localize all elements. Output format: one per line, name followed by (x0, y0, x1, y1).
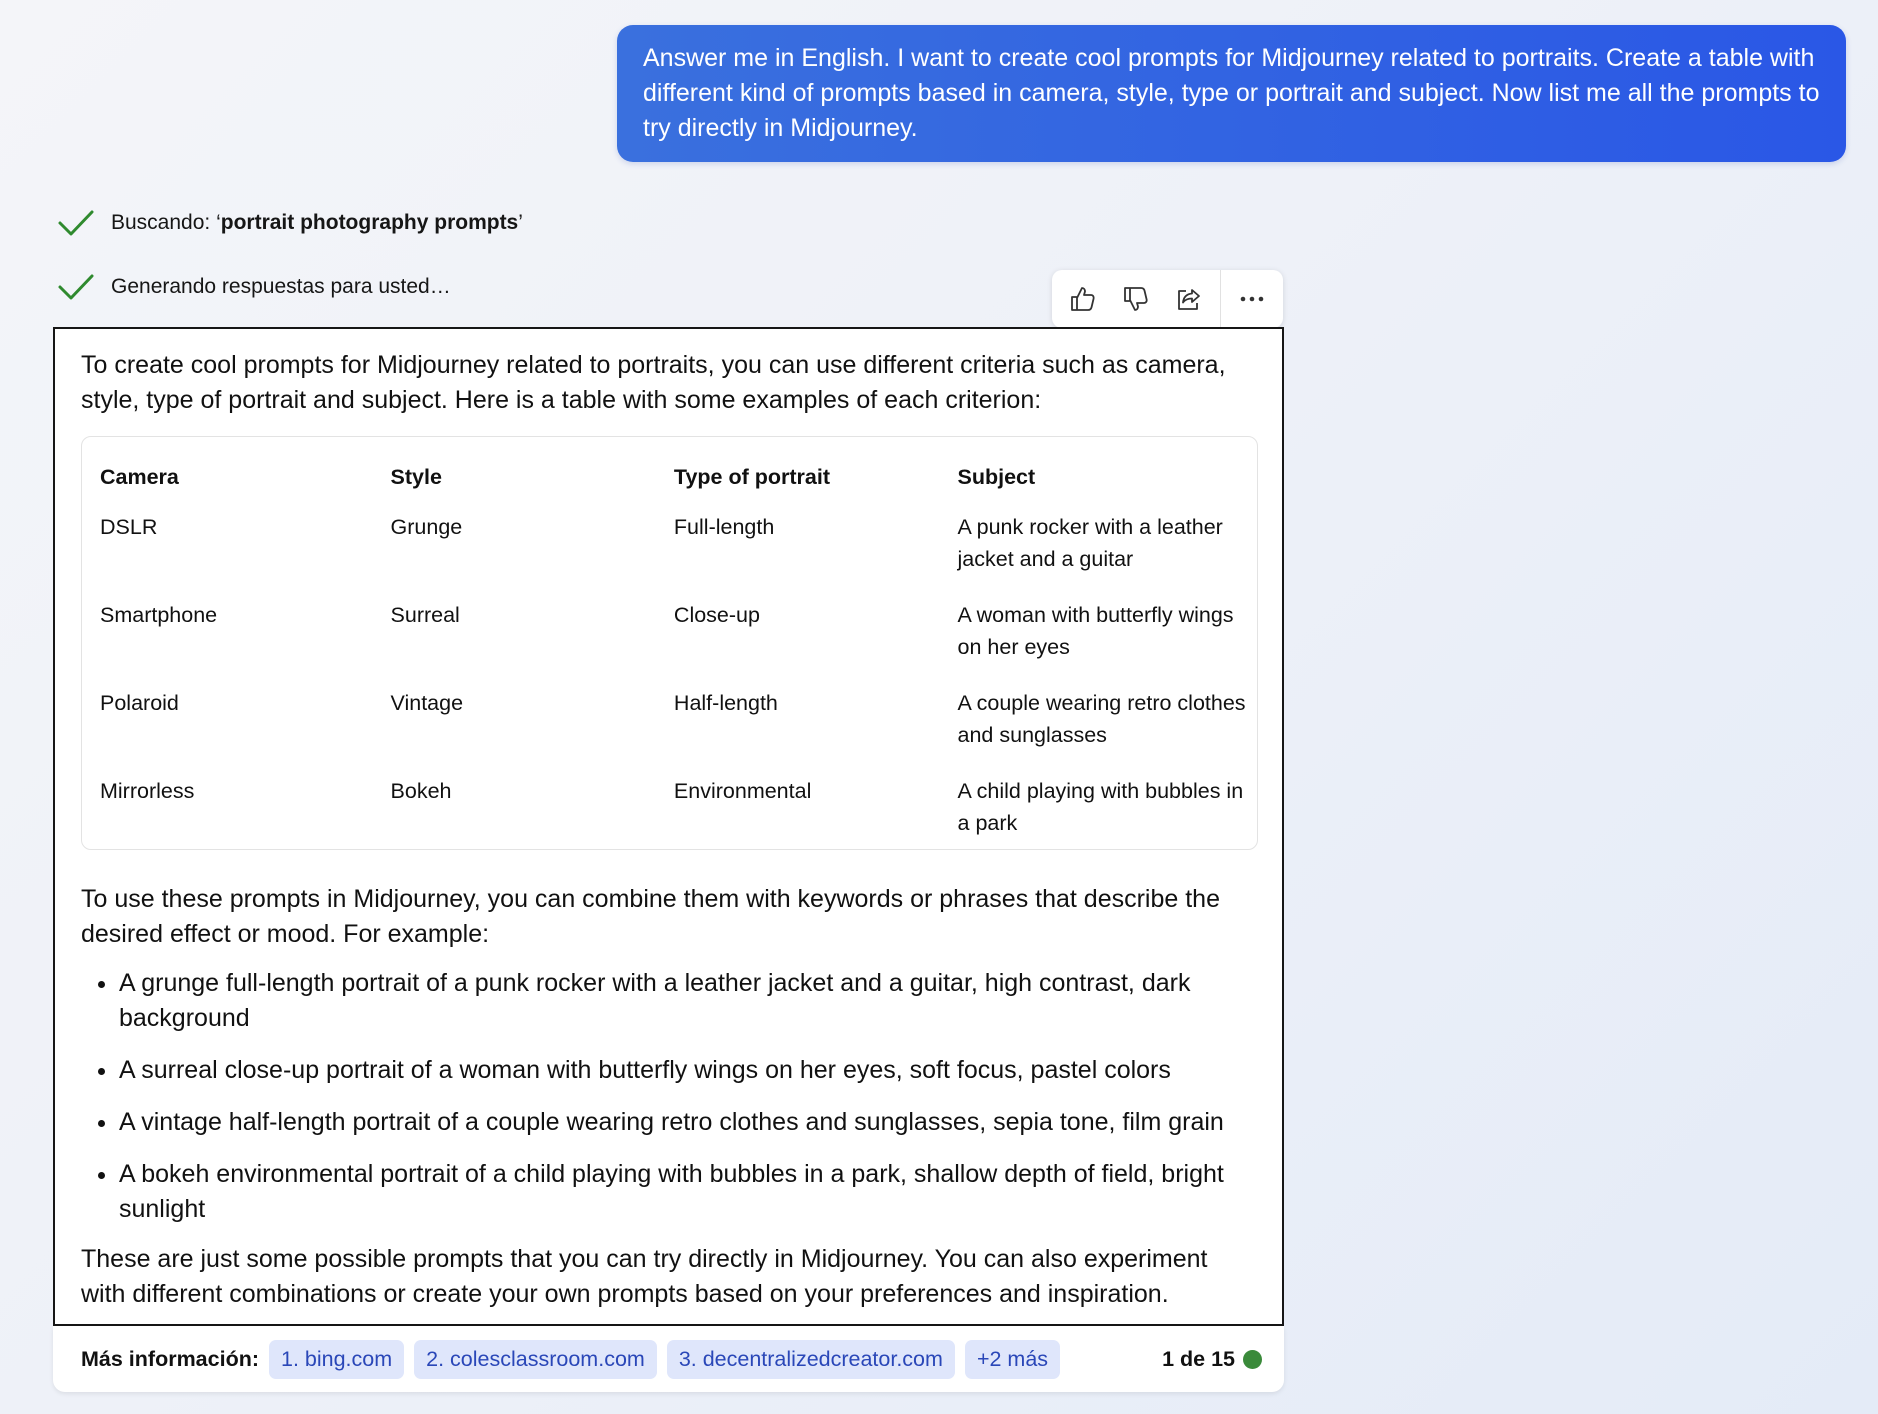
thumbs-down-icon (1121, 284, 1151, 314)
prompt-table (81, 436, 1258, 850)
prompt-list (81, 966, 1258, 1227)
thumbs-up-icon (1068, 284, 1098, 314)
share-button[interactable] (1167, 277, 1211, 321)
message-actions-toolbar (1052, 270, 1283, 328)
table-cell: DSLR (100, 515, 158, 539)
answer-card (53, 327, 1284, 1326)
source-link-3[interactable]: 3. decentralizedcreator.com (667, 1340, 955, 1379)
search-query: portrait photography prompts (220, 211, 519, 234)
like-button[interactable] (1061, 277, 1105, 321)
source-link-2[interactable]: 2. colesclassroom.com (414, 1340, 657, 1379)
search-status (57, 203, 523, 243)
table-cell: Vintage (390, 691, 464, 715)
table-row (100, 599, 1257, 687)
table-row (100, 687, 1257, 775)
table-cell: Polaroid (100, 691, 179, 715)
table-row (100, 511, 1257, 599)
checkmark-icon (57, 272, 95, 302)
more-options-icon (1237, 284, 1267, 314)
table-header-cell: Subject (957, 465, 1036, 489)
table-cell: Full-length (673, 515, 775, 539)
more-info-label: Más información: (81, 1346, 259, 1371)
table-cell: Grunge (390, 515, 463, 539)
table-cell: Mirrorless (100, 779, 195, 803)
table-cell: Bokeh (390, 779, 452, 803)
generating-status (57, 267, 451, 307)
share-icon (1174, 284, 1204, 314)
list-item: • A grunge full-length portrait of a punk rocker with a leather jacket and a guitar, high contrast, dark background (119, 966, 1258, 1036)
table-cell: A woman with butterfly wings on her eyes (957, 603, 1234, 659)
list-item: • A bokeh environmental portrait of a child playing with bubbles in a park, shallow depth of field, bright sunlight (119, 1157, 1258, 1227)
table-cell: Close-up (673, 603, 760, 627)
user-message-bubble: Answer me in English. I want to create cool prompts for Midjourney related to portraits. Create a table with different kind of prompts based in camera, style, type or portrait and subject. Now list me all the prompts to try directly in Midjourney. (617, 25, 1846, 162)
search-status-suffix: ’ (518, 211, 523, 234)
response-counter: 1 de 15 (1162, 1346, 1235, 1371)
answer-intro: To create cool prompts for Midjourney related to portraits, you can use different criteria such as camera, style, type of portrait and subject. Here is a table with some examples of each criterion: (81, 351, 1226, 414)
search-status-prefix: Buscando: ‘ (111, 211, 221, 234)
more-sources-button[interactable]: +2 más (965, 1340, 1060, 1379)
list-item: • A surreal close-up portrait of a woman with butterfly wings on her eyes, soft focus, pastel colors (119, 1053, 1258, 1088)
usage-paragraph: To use these prompts in Midjourney, you can combine them with keywords or phrases that describe the desired effect or mood. For example: (81, 885, 1220, 948)
dislike-button[interactable] (1114, 277, 1158, 321)
checkmark-icon (57, 208, 95, 238)
status-dot-icon (1243, 1350, 1262, 1369)
table-cell: Half-length (673, 691, 778, 715)
table-cell: A child playing with bubbles in a park (957, 779, 1244, 835)
generating-status-text: Generando respuestas para usted… (111, 275, 451, 298)
search-status-text (111, 211, 523, 235)
table-cell: A punk rocker with a leather jacket and a guitar (957, 515, 1223, 571)
table-cell: A couple wearing retro clothes and sunglasses (957, 691, 1246, 747)
table-header-cell: Type of portrait (673, 465, 830, 489)
table-header-cell: Style (390, 465, 442, 489)
source-link-1[interactable]: 1. bing.com (269, 1340, 404, 1379)
table-row (100, 775, 1257, 839)
table-cell: Surreal (390, 603, 460, 627)
toolbar-divider (1220, 270, 1221, 328)
more-options-button[interactable] (1230, 277, 1274, 321)
closing-paragraph: These are just some possible prompts that you can try directly in Midjourney. You can also experiment with different combinations or create your own prompts based on your preferences and inspiration. (81, 1245, 1208, 1308)
table-cell: Smartphone (100, 603, 218, 627)
table-header-row (100, 449, 1257, 511)
sources-footer (53, 1326, 1284, 1392)
table-header-cell: Camera (100, 465, 179, 489)
table-cell: Environmental (673, 779, 812, 803)
list-item: • A vintage half-length portrait of a couple wearing retro clothes and sunglasses, sepia tone, film grain (119, 1105, 1258, 1140)
